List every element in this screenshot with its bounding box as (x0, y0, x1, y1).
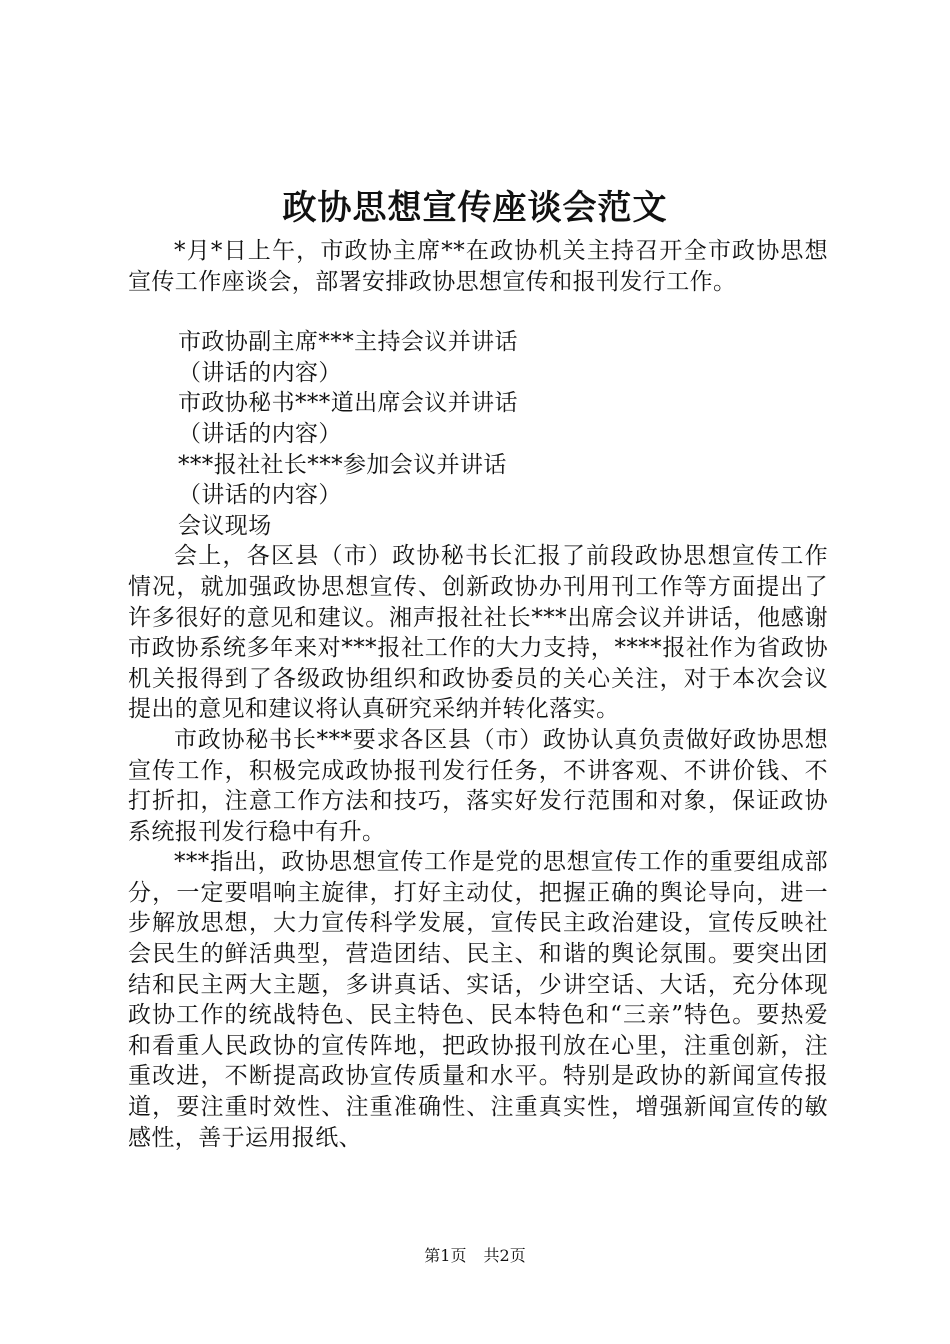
document-body (128, 236, 828, 1153)
agenda-line: （讲话的内容） (178, 359, 342, 386)
intro-paragraph: *月*日上午，市政协主席**在政协机关主持召开全市政协思想宣传工作座谈会，部署安排政协思想宣传和报刊发行工作。 (128, 238, 828, 295)
agenda-line: （讲话的内容） (178, 482, 342, 509)
body-paragraph: 市政协秘书长***要求各区县（市）政协认真负责做好政协思想宣传工作，积极完成政协报刊发行任务，不讲客观、不讲价钱、不打折扣，注意工作方法和技巧，落实好发行范围和对象，保证政协系统报刊发行稳中有升。 (128, 726, 828, 845)
agenda-line: ***报社社长***参加会议并讲话 (178, 451, 507, 478)
page-total: 共2页 (483, 1246, 526, 1265)
document-title: 政协思想宣传座谈会范文 (282, 188, 668, 228)
agenda-line: 市政协秘书***道出席会议并讲话 (178, 390, 518, 417)
paragraph-gap (128, 297, 828, 327)
body-paragraph: ***指出，政协思想宣传工作是党的思想宣传工作的重要组成部分，一定要唱响主旋律，打好主动仗，把握正确的舆论导向，进一步解放思想，大力宣传科学发展，宣传民主政治建设，宣传反映社会民生的鲜活典型，营造团结、民主、和谐的舆论氛围。要突出团结和民主两大主题，多讲真话、实话，少讲空话、大话，充分体现政协工作的统战特色、民主特色、民本特色和“三亲”特色。要热爱和看重人民政协的宣传阵地，把政协报刊放在心里，注重创新，注重改进，不断提高政协宣传质量和水平。特别是政协的新闻宣传报道，要注重时效性、注重准确性、注重真实性，增强新闻宣传的敏感性，善于运用报纸、 (128, 849, 828, 1151)
agenda-line: 市政协副主席***主持会议并讲话 (178, 329, 518, 356)
agenda-line: （讲话的内容） (178, 420, 342, 447)
page-footer (0, 1245, 950, 1267)
page-number: 第1页 (424, 1246, 467, 1265)
agenda-line: 会议现场 (178, 512, 272, 539)
body-paragraph: 会上，各区县（市）政协秘书长汇报了前段政协思想宣传工作情况，就加强政协思想宣传、创新政协办刊用刊工作等方面提出了许多很好的意见和建议。湘声报社社长***出席会议并讲话，他感谢市政协系统多年来对***报社工作的大力支持，****报社作为省政协机关报得到了各级政协组织和政协委员的关心关注，对于本次会议提出的意见和建议将认真研究采纳并转化落实。 (128, 543, 828, 723)
